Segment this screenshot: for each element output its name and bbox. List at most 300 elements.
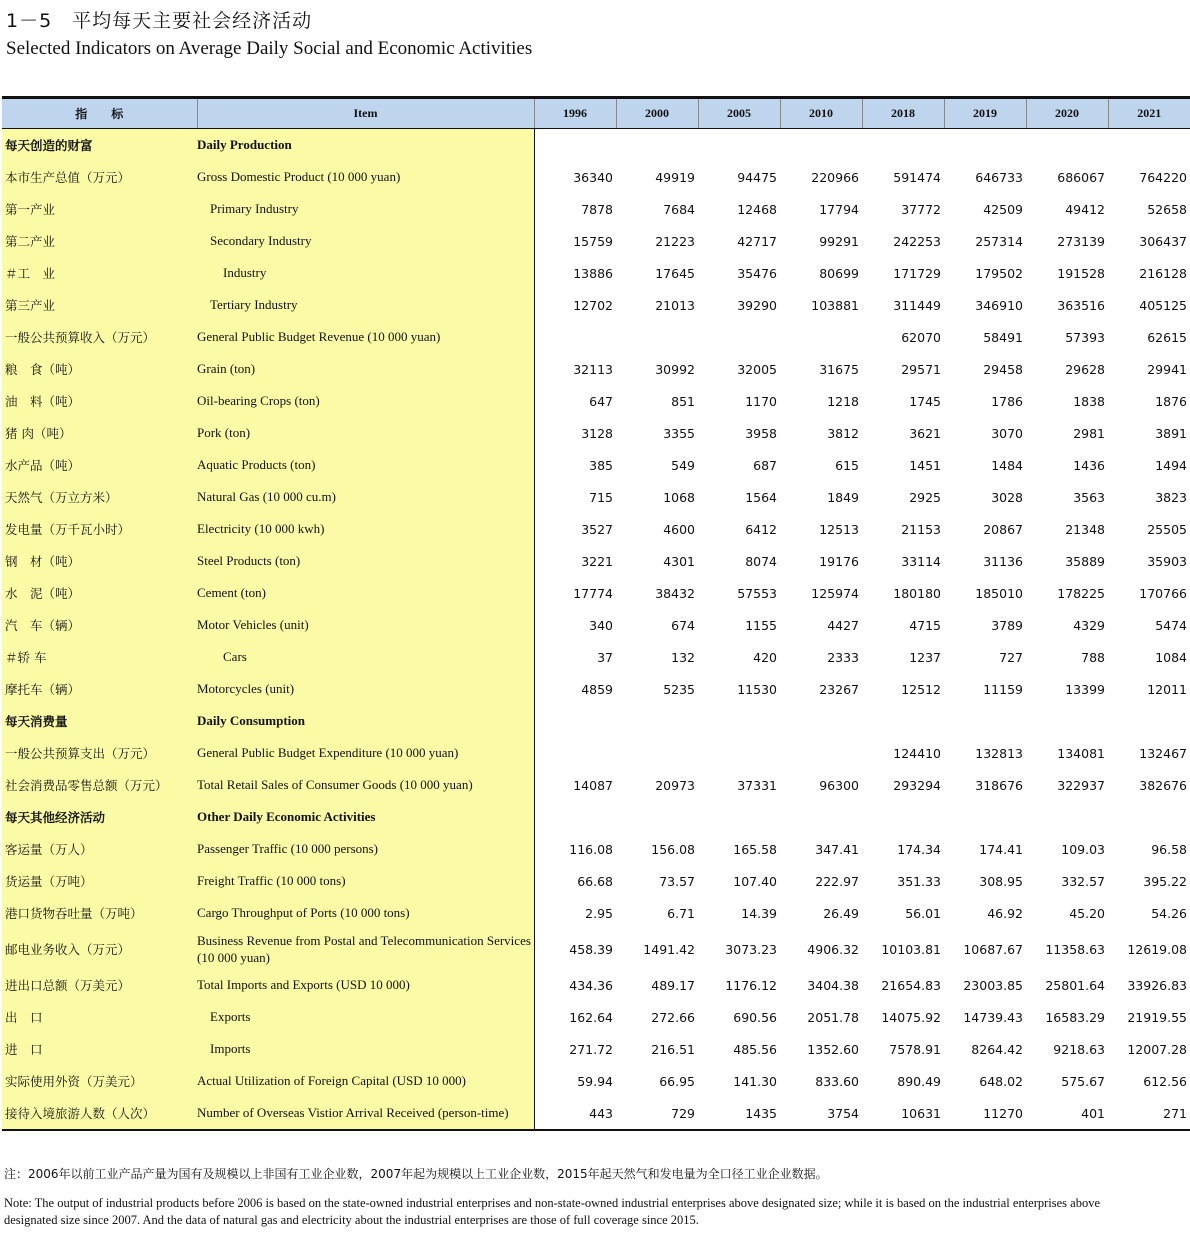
header-item: Item — [197, 98, 534, 129]
value-cell: 165.58 — [733, 841, 777, 857]
value-cell: 11530 — [737, 681, 777, 697]
value-cell: 14075.92 — [881, 1009, 941, 1025]
value-cell: 273139 — [1057, 233, 1105, 249]
value-cell: 7684 — [663, 201, 695, 217]
table-row — [2, 737, 1190, 769]
value-cell — [698, 321, 780, 353]
value-cell: 25505 — [1147, 521, 1187, 537]
value-cell — [780, 801, 862, 833]
value-cell: 21153 — [901, 521, 941, 537]
indicator-en: Freight Traffic (10 000 tons) — [197, 865, 534, 897]
value-cell: 73.57 — [659, 873, 695, 889]
value-cell: 12512 — [901, 681, 941, 697]
value-cell: 25801.64 — [1045, 977, 1105, 993]
indicator-en: Gross Domestic Product (10 000 yuan) — [197, 161, 534, 193]
value-cell: 46.92 — [987, 905, 1023, 921]
value-cell: 13399 — [1065, 681, 1105, 697]
indicator-cn: 客运量（万人） — [2, 833, 197, 865]
value-cell: 1484 — [991, 457, 1023, 473]
value-cell: 4329 — [1073, 617, 1105, 633]
value-cell: 3404.38 — [807, 977, 859, 993]
indicator-cn: 汽 车（辆） — [2, 609, 197, 641]
indicator-cn: 进 口 — [2, 1033, 197, 1065]
value-cell: 21348 — [1065, 521, 1105, 537]
value-cell: 1849 — [827, 489, 859, 505]
value-cell: 2981 — [1073, 425, 1105, 441]
section-row — [2, 129, 1190, 162]
value-cell: 13886 — [573, 265, 613, 281]
value-cell: 66.95 — [659, 1073, 695, 1089]
value-cell: 311449 — [893, 297, 941, 313]
value-cell: 26.49 — [823, 905, 859, 921]
value-cell: 174.34 — [897, 841, 941, 857]
value-cell: 1745 — [909, 393, 941, 409]
table-row — [2, 577, 1190, 609]
indicator-cn: 水产品（吨） — [2, 449, 197, 481]
value-cell: 141.30 — [733, 1073, 777, 1089]
indicator-en: Tertiary Industry — [197, 289, 534, 321]
value-cell: 340 — [589, 617, 613, 633]
value-cell: 21919.55 — [1127, 1009, 1187, 1025]
page-title-cn: 1－5 平均每天主要社会经济活动 — [6, 10, 313, 32]
table-row — [2, 545, 1190, 577]
value-cell: 49412 — [1065, 201, 1105, 217]
value-cell: 179502 — [975, 265, 1023, 281]
value-cell — [534, 705, 616, 737]
value-cell: 58491 — [983, 329, 1023, 345]
value-cell: 3563 — [1073, 489, 1105, 505]
value-cell: 405125 — [1139, 297, 1187, 313]
value-cell: 401 — [1026, 1097, 1108, 1130]
table-row — [2, 449, 1190, 481]
indicator-en: Actual Utilization of Foreign Capital (USD 10 000) — [197, 1065, 534, 1097]
value-cell: 434.36 — [569, 977, 613, 993]
value-cell: 12011 — [1147, 681, 1187, 697]
value-cell: 1494 — [1155, 457, 1187, 473]
value-cell — [862, 129, 944, 162]
indicator-en: Primary Industry — [197, 193, 534, 225]
indicator-cn: 一般公共预算收入（万元） — [2, 321, 197, 353]
value-cell: 3028 — [991, 489, 1023, 505]
value-cell: 35903 — [1147, 553, 1187, 569]
value-cell: 3754 — [780, 1097, 862, 1130]
value-cell: 42717 — [737, 233, 777, 249]
indicator-cn: 第二产业 — [2, 225, 197, 257]
value-cell: 29941 — [1147, 361, 1187, 377]
indicator-en: Secondary Industry — [197, 225, 534, 257]
value-cell: 59.94 — [577, 1073, 613, 1089]
value-cell: 107.40 — [733, 873, 777, 889]
indicator-cn: 进出口总额（万美元） — [2, 969, 197, 1001]
value-cell — [534, 321, 616, 353]
value-cell: 134081 — [1057, 745, 1105, 761]
value-cell: 686067 — [1057, 169, 1105, 185]
value-cell: 4600 — [663, 521, 695, 537]
value-cell: 1155 — [745, 617, 777, 633]
value-cell: 222.97 — [815, 873, 859, 889]
value-cell: 14.39 — [741, 905, 777, 921]
table-row — [2, 385, 1190, 417]
header-year: 2018 — [862, 98, 944, 129]
value-cell: 10631 — [862, 1097, 944, 1130]
indicator-en: Pork (ton) — [197, 417, 534, 449]
value-cell: 346910 — [975, 297, 1023, 313]
table-row — [2, 161, 1190, 193]
table-row — [2, 481, 1190, 513]
value-cell: 174.41 — [979, 841, 1023, 857]
indicator-cn: 港口货物吞吐量（万吨） — [2, 897, 197, 929]
value-cell: 395.22 — [1143, 873, 1187, 889]
value-cell: 216.51 — [651, 1041, 695, 1057]
header-year: 2020 — [1026, 98, 1108, 129]
value-cell — [1108, 801, 1190, 833]
value-cell: 36340 — [573, 169, 613, 185]
value-cell: 33926.83 — [1127, 977, 1187, 993]
value-cell: 3355 — [663, 425, 695, 441]
value-cell: 1491.42 — [643, 941, 695, 957]
value-cell: 443 — [534, 1097, 616, 1130]
value-cell: 788 — [1081, 649, 1105, 665]
value-cell: 17794 — [819, 201, 859, 217]
value-cell — [780, 321, 862, 353]
table-row — [2, 641, 1190, 673]
indicator-en: Cars — [197, 641, 534, 673]
value-cell: 1436 — [1073, 457, 1105, 473]
value-cell: 12702 — [573, 297, 613, 313]
value-cell: 31136 — [983, 553, 1023, 569]
value-cell: 485.56 — [733, 1041, 777, 1057]
value-cell — [698, 801, 780, 833]
value-cell: 99291 — [819, 233, 859, 249]
value-cell: 31675 — [819, 361, 859, 377]
value-cell: 2925 — [909, 489, 941, 505]
value-cell: 890.49 — [897, 1073, 941, 1089]
table-row — [2, 257, 1190, 289]
value-cell: 10103.81 — [881, 941, 941, 957]
value-cell — [698, 705, 780, 737]
value-cell — [1026, 801, 1108, 833]
table-row — [2, 865, 1190, 897]
value-cell: 851 — [671, 393, 695, 409]
value-cell: 8264.42 — [971, 1041, 1023, 1057]
value-cell: 4715 — [909, 617, 941, 633]
value-cell — [698, 737, 780, 769]
note-cn: 注：2006年以前工业产品产量为国有及规模以上非国有工业企业数，2007年起为规模以上工业企业数，2015年起天然气和发电量为全口径工业企业数据。 — [4, 1167, 828, 1181]
indicator-cn: 每天其他经济活动 — [2, 801, 197, 833]
value-cell: 56.01 — [905, 905, 941, 921]
value-cell: 116.08 — [569, 841, 613, 857]
value-cell: 35476 — [737, 265, 777, 281]
header-year: 2005 — [698, 98, 780, 129]
value-cell: 6.71 — [667, 905, 695, 921]
indicator-en: Number of Overseas Vistior Arrival Received (person-time) — [197, 1097, 534, 1130]
header-indicator-cn: 指 标 — [2, 98, 197, 129]
value-cell: 132813 — [975, 745, 1023, 761]
value-cell: 94475 — [737, 169, 777, 185]
value-cell: 23267 — [819, 681, 859, 697]
value-cell: 23003.85 — [963, 977, 1023, 993]
value-cell: 30992 — [655, 361, 695, 377]
value-cell: 8074 — [745, 553, 777, 569]
indicator-en: Industry — [197, 257, 534, 289]
value-cell: 10687.67 — [963, 941, 1023, 957]
value-cell — [1026, 705, 1108, 737]
value-cell — [862, 705, 944, 737]
value-cell: 125974 — [811, 585, 859, 601]
table-row — [2, 609, 1190, 641]
value-cell: 385 — [589, 457, 613, 473]
indicator-en: General Public Budget Expenditure (10 000 yuan) — [197, 737, 534, 769]
value-cell: 3789 — [991, 617, 1023, 633]
indicator-en: Grain (ton) — [197, 353, 534, 385]
indicator-cn: 第三产业 — [2, 289, 197, 321]
value-cell: 19176 — [819, 553, 859, 569]
value-cell: 458.39 — [569, 941, 613, 957]
value-cell: 1435 — [698, 1097, 780, 1130]
value-cell: 3812 — [827, 425, 859, 441]
value-cell: 62070 — [901, 329, 941, 345]
value-cell: 1068 — [663, 489, 695, 505]
header-year: 2010 — [780, 98, 862, 129]
value-cell — [616, 705, 698, 737]
value-cell: 4301 — [663, 553, 695, 569]
section-row — [2, 705, 1190, 737]
value-cell — [616, 737, 698, 769]
value-cell: 549 — [671, 457, 695, 473]
indicator-cn: 钢 材（吨） — [2, 545, 197, 577]
value-cell — [780, 129, 862, 162]
value-cell: 615 — [835, 457, 859, 473]
value-cell: 62615 — [1147, 329, 1187, 345]
value-cell: 3070 — [991, 425, 1023, 441]
value-cell — [862, 801, 944, 833]
table-row — [2, 897, 1190, 929]
page-title-en: Selected Indicators on Average Daily Social and Economic Activities — [6, 38, 533, 59]
header-year: 2000 — [616, 98, 698, 129]
value-cell: 180180 — [893, 585, 941, 601]
value-cell: 12468 — [737, 201, 777, 217]
value-cell: 3621 — [909, 425, 941, 441]
value-cell: 32113 — [573, 361, 613, 377]
indicator-cn: 第一产业 — [2, 193, 197, 225]
value-cell: 12619.08 — [1127, 941, 1187, 957]
value-cell: 306437 — [1139, 233, 1187, 249]
indicator-cn: 每天消费量 — [2, 705, 197, 737]
value-cell: 12513 — [819, 521, 859, 537]
indicator-en: Business Revenue from Postal and Telecommunication Services (10 000 yuan) — [197, 929, 534, 969]
indicator-en: General Public Budget Revenue (10 000 yuan) — [197, 321, 534, 353]
table-row — [2, 929, 1190, 969]
value-cell: 54.26 — [1151, 905, 1187, 921]
indicator-en: Total Retail Sales of Consumer Goods (10 000 yuan) — [197, 769, 534, 801]
value-cell — [1108, 129, 1190, 162]
value-cell — [780, 737, 862, 769]
value-cell: 11358.63 — [1045, 941, 1105, 957]
value-cell: 21654.83 — [881, 977, 941, 993]
value-cell: 4859 — [581, 681, 613, 697]
value-cell: 132 — [671, 649, 695, 665]
value-cell: 80699 — [819, 265, 859, 281]
value-cell: 293294 — [893, 777, 941, 793]
value-cell: 35889 — [1065, 553, 1105, 569]
value-cell — [698, 129, 780, 162]
value-cell: 6412 — [745, 521, 777, 537]
value-cell: 4427 — [827, 617, 859, 633]
value-cell: 2333 — [827, 649, 859, 665]
value-cell: 489.17 — [651, 977, 695, 993]
table-row — [2, 1001, 1190, 1033]
value-cell: 29458 — [983, 361, 1023, 377]
indicator-cn: 邮电业务收入（万元） — [2, 929, 197, 969]
value-cell: 3221 — [581, 553, 613, 569]
indicator-cn: 接待入境旅游人数（人次） — [2, 1097, 197, 1130]
value-cell: 11270 — [944, 1097, 1026, 1130]
indicator-en: Imports — [197, 1033, 534, 1065]
value-cell: 37331 — [737, 777, 777, 793]
value-cell: 2051.78 — [807, 1009, 859, 1025]
section-row — [2, 801, 1190, 833]
value-cell: 5235 — [663, 681, 695, 697]
value-cell: 103881 — [811, 297, 859, 313]
table-row — [2, 969, 1190, 1001]
value-cell — [616, 801, 698, 833]
value-cell: 612.56 — [1143, 1073, 1187, 1089]
table-row — [2, 1065, 1190, 1097]
table-row — [2, 833, 1190, 865]
table-row — [2, 289, 1190, 321]
value-cell — [534, 737, 616, 769]
indicator-en: Total Imports and Exports (USD 10 000) — [197, 969, 534, 1001]
indicator-cn: ＃工 业 — [2, 257, 197, 289]
value-cell: 648.02 — [979, 1073, 1023, 1089]
value-cell — [780, 705, 862, 737]
value-cell: 49919 — [655, 169, 695, 185]
indicator-cn: ＃轿 车 — [2, 641, 197, 673]
value-cell: 764220 — [1139, 169, 1187, 185]
value-cell: 66.68 — [577, 873, 613, 889]
value-cell: 257314 — [975, 233, 1023, 249]
value-cell: 96.58 — [1151, 841, 1187, 857]
value-cell: 17774 — [573, 585, 613, 601]
indicator-en: Passenger Traffic (10 000 persons) — [197, 833, 534, 865]
value-cell: 271.72 — [569, 1041, 613, 1057]
table-row — [2, 1033, 1190, 1065]
value-cell: 347.41 — [815, 841, 859, 857]
value-cell: 1876 — [1155, 393, 1187, 409]
value-cell: 21223 — [655, 233, 695, 249]
indicator-cn: 社会消费品零售总额（万元） — [2, 769, 197, 801]
value-cell: 20867 — [983, 521, 1023, 537]
value-cell: 191528 — [1057, 265, 1105, 281]
value-cell: 690.56 — [733, 1009, 777, 1025]
value-cell — [944, 129, 1026, 162]
value-cell: 833.60 — [815, 1073, 859, 1089]
value-cell: 3128 — [581, 425, 613, 441]
value-cell: 2.95 — [585, 905, 613, 921]
value-cell: 29571 — [901, 361, 941, 377]
value-cell: 729 — [616, 1097, 698, 1130]
indicator-cn: 水 泥（吨） — [2, 577, 197, 609]
value-cell: 37 — [597, 649, 613, 665]
value-cell — [944, 801, 1026, 833]
value-cell: 1786 — [991, 393, 1023, 409]
value-cell: 1838 — [1073, 393, 1105, 409]
value-cell — [616, 129, 698, 162]
value-cell: 1451 — [909, 457, 941, 473]
table-row — [2, 1097, 1190, 1130]
value-cell: 591474 — [893, 169, 941, 185]
value-cell: 37772 — [901, 201, 941, 217]
table-row — [2, 673, 1190, 705]
value-cell: 220966 — [811, 169, 859, 185]
value-cell: 15759 — [573, 233, 613, 249]
value-cell: 29628 — [1065, 361, 1105, 377]
value-cell: 1237 — [909, 649, 941, 665]
value-cell — [1108, 705, 1190, 737]
value-cell — [616, 321, 698, 353]
indicator-en: Cement (ton) — [197, 577, 534, 609]
value-cell: 162.64 — [569, 1009, 613, 1025]
value-cell: 57393 — [1065, 329, 1105, 345]
table-row — [2, 225, 1190, 257]
value-cell: 109.03 — [1061, 841, 1105, 857]
indicator-cn: 猪 肉（吨） — [2, 417, 197, 449]
table-row — [2, 193, 1190, 225]
value-cell: 1352.60 — [807, 1041, 859, 1057]
value-cell: 132467 — [1139, 745, 1187, 761]
value-cell: 1170 — [745, 393, 777, 409]
value-cell: 575.67 — [1061, 1073, 1105, 1089]
indicator-cn: 粮 食（吨） — [2, 353, 197, 385]
value-cell: 351.33 — [897, 873, 941, 889]
header-year: 2019 — [944, 98, 1026, 129]
indicator-en: Natural Gas (10 000 cu.m) — [197, 481, 534, 513]
value-cell: 57553 — [737, 585, 777, 601]
value-cell: 16583.29 — [1045, 1009, 1105, 1025]
value-cell: 170766 — [1139, 585, 1187, 601]
indicator-en: Motorcycles (unit) — [197, 673, 534, 705]
value-cell: 646733 — [975, 169, 1023, 185]
table-row — [2, 353, 1190, 385]
value-cell: 20973 — [655, 777, 695, 793]
value-cell: 171729 — [893, 265, 941, 281]
value-cell: 1218 — [827, 393, 859, 409]
value-cell — [1026, 129, 1108, 162]
value-cell: 4906.32 — [807, 941, 859, 957]
value-cell: 647 — [589, 393, 613, 409]
value-cell: 178225 — [1057, 585, 1105, 601]
indicator-cn: 发电量（万千瓦小时） — [2, 513, 197, 545]
value-cell — [534, 129, 616, 162]
value-cell: 420 — [753, 649, 777, 665]
value-cell: 3958 — [745, 425, 777, 441]
value-cell: 9218.63 — [1053, 1041, 1105, 1057]
value-cell: 14087 — [573, 777, 613, 793]
value-cell: 45.20 — [1069, 905, 1105, 921]
indicator-en: Motor Vehicles (unit) — [197, 609, 534, 641]
note-en: Note: The output of industrial products before 2006 is based on the state-owned industrial enterprises and non-state-owned industrial enterprises above designated size; while it is based on the industrial enterprises above designated size since 2007. And the data of natural gas and electricity about the industrial enterprises are those of full coverage since 2015. — [4, 1196, 1101, 1227]
indicator-en: Steel Products (ton) — [197, 545, 534, 577]
value-cell: 363516 — [1057, 297, 1105, 313]
value-cell: 1176.12 — [725, 977, 777, 993]
value-cell: 318676 — [975, 777, 1023, 793]
value-cell: 216128 — [1139, 265, 1187, 281]
value-cell: 39290 — [737, 297, 777, 313]
value-cell: 332.57 — [1061, 873, 1105, 889]
indicator-cn: 货运量（万吨） — [2, 865, 197, 897]
indicator-en: Other Daily Economic Activities — [197, 801, 534, 833]
value-cell: 96300 — [819, 777, 859, 793]
